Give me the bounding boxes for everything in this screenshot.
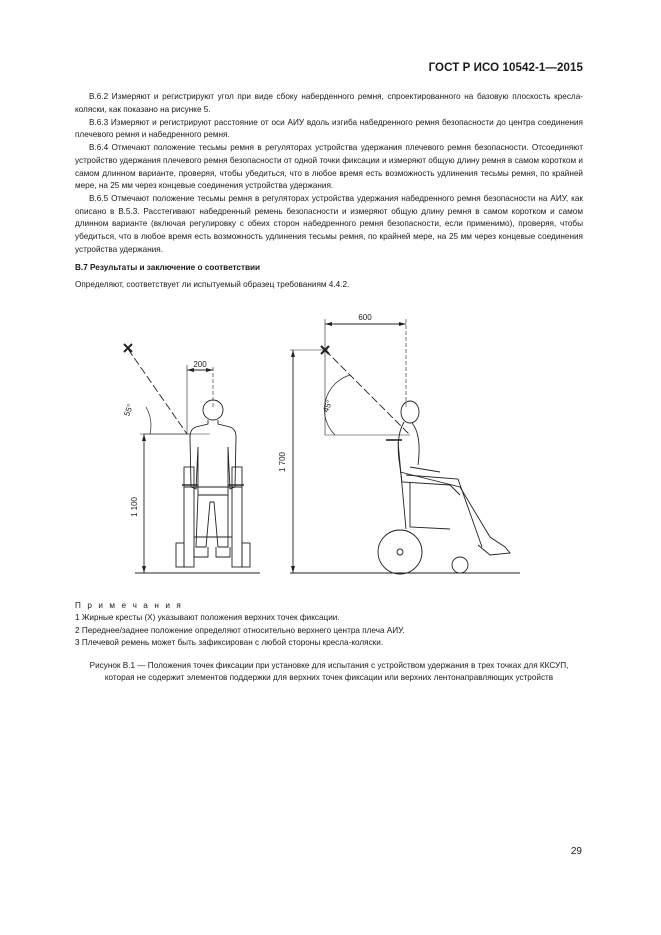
notes-block [75, 600, 583, 650]
wheelchair-rear-wheel [378, 530, 422, 574]
figure-b1 [110, 307, 530, 587]
figure-caption: Рисунок В.1 — Положения точек фиксации при установке для испытания с устройством удержания в трех точках для ККСУП, которая не содержит элементов поддержки для верхних точек фиксации или верхних лентонаправляющих устройств [89, 661, 569, 683]
wheelchair-caster [452, 557, 468, 573]
paragraph-b63: В.6.3 Измеряют и регистрируют расстояние от оси АИУ вдоль изгиба набедренного ремня безопасности до центра соединения плечевого ремня и набедренного ремня. [75, 117, 583, 140]
angle-label-45: 45° [321, 398, 334, 414]
wheel-right-front [232, 467, 242, 567]
dim-label-200: 200 [193, 360, 207, 369]
notes-title: П р и м е ч а н и я [75, 601, 183, 610]
section-title-b7: В.7 Результаты и заключение о соответствии [75, 263, 261, 273]
angle-line-55 [128, 349, 187, 434]
document-header: ГОСТ Р ИСО 10542-1—2015 [428, 62, 583, 74]
paragraph-b7: Определяют, соответствует ли испытуемый образец требованиям 4.4.2. [75, 279, 350, 289]
note-3: 3 Плечевой ремень может быть зафиксирован с любой стороны кресла-коляски. [75, 638, 384, 648]
dim-label-600: 600 [358, 313, 372, 322]
body-text [75, 91, 583, 292]
anchorage-diagram [110, 307, 530, 587]
dim-label-1100: 1 100 [130, 496, 139, 518]
paragraph-b62: В.6.2 Измеряют и регистрируют угол при виде сбоку наберденного ремня, спроектированного на базовую плоскость кресла-коляски, как показано на рисунке 5. [75, 92, 583, 114]
dim-label-1700: 1 700 [278, 451, 287, 473]
note-1: 1 Жирные кресты (X) указывают положения верхних точек фиксации. [75, 613, 340, 623]
paragraph-b65: В.6.5 Отмечают положение тесьмы ремня в регуляторах устройства удержания набедренного ремня безопасности на АИУ, как описано в В.5.3. Расстегивают набедренный ремень безопасности и измеряют общую длину ремня в самом коротком и самом длинном варианте (включая регулировку с обеих сторон набедренного ремня безопасности, если применимо), проверяя, чтобы убедиться, что в любое время есть возможность удлинения тесьмы ремня, по крайней мере, на 25 мм через концевые соединения устройства удержания. [75, 194, 583, 254]
page-number: 29 [570, 846, 582, 857]
angle-label-55: 55° [122, 402, 135, 418]
paragraph-b64: В.6.4 Отмечают положение тесьмы ремня в регуляторах устройства удержания плечевого ремня безопасности. Отсоединяют устройство удержания плечевого ремня безопасности от одной точки фиксации и измеряют общую длину ремня в самом коротком и самом длинном варианте, проверяя, чтобы убедиться, что в любое время есть возможность удлинения тесьмы ремня, по крайней мере, на 25 мм через концевые соединения устройства удержания. [75, 143, 583, 191]
dummy-head-side [401, 401, 419, 423]
note-2: 2 Переднее/заднее положение определяют относительно верхнего центра плеча АИУ. [75, 625, 405, 635]
wheel-left-front [184, 467, 194, 567]
angle-line-45 [325, 350, 410, 435]
